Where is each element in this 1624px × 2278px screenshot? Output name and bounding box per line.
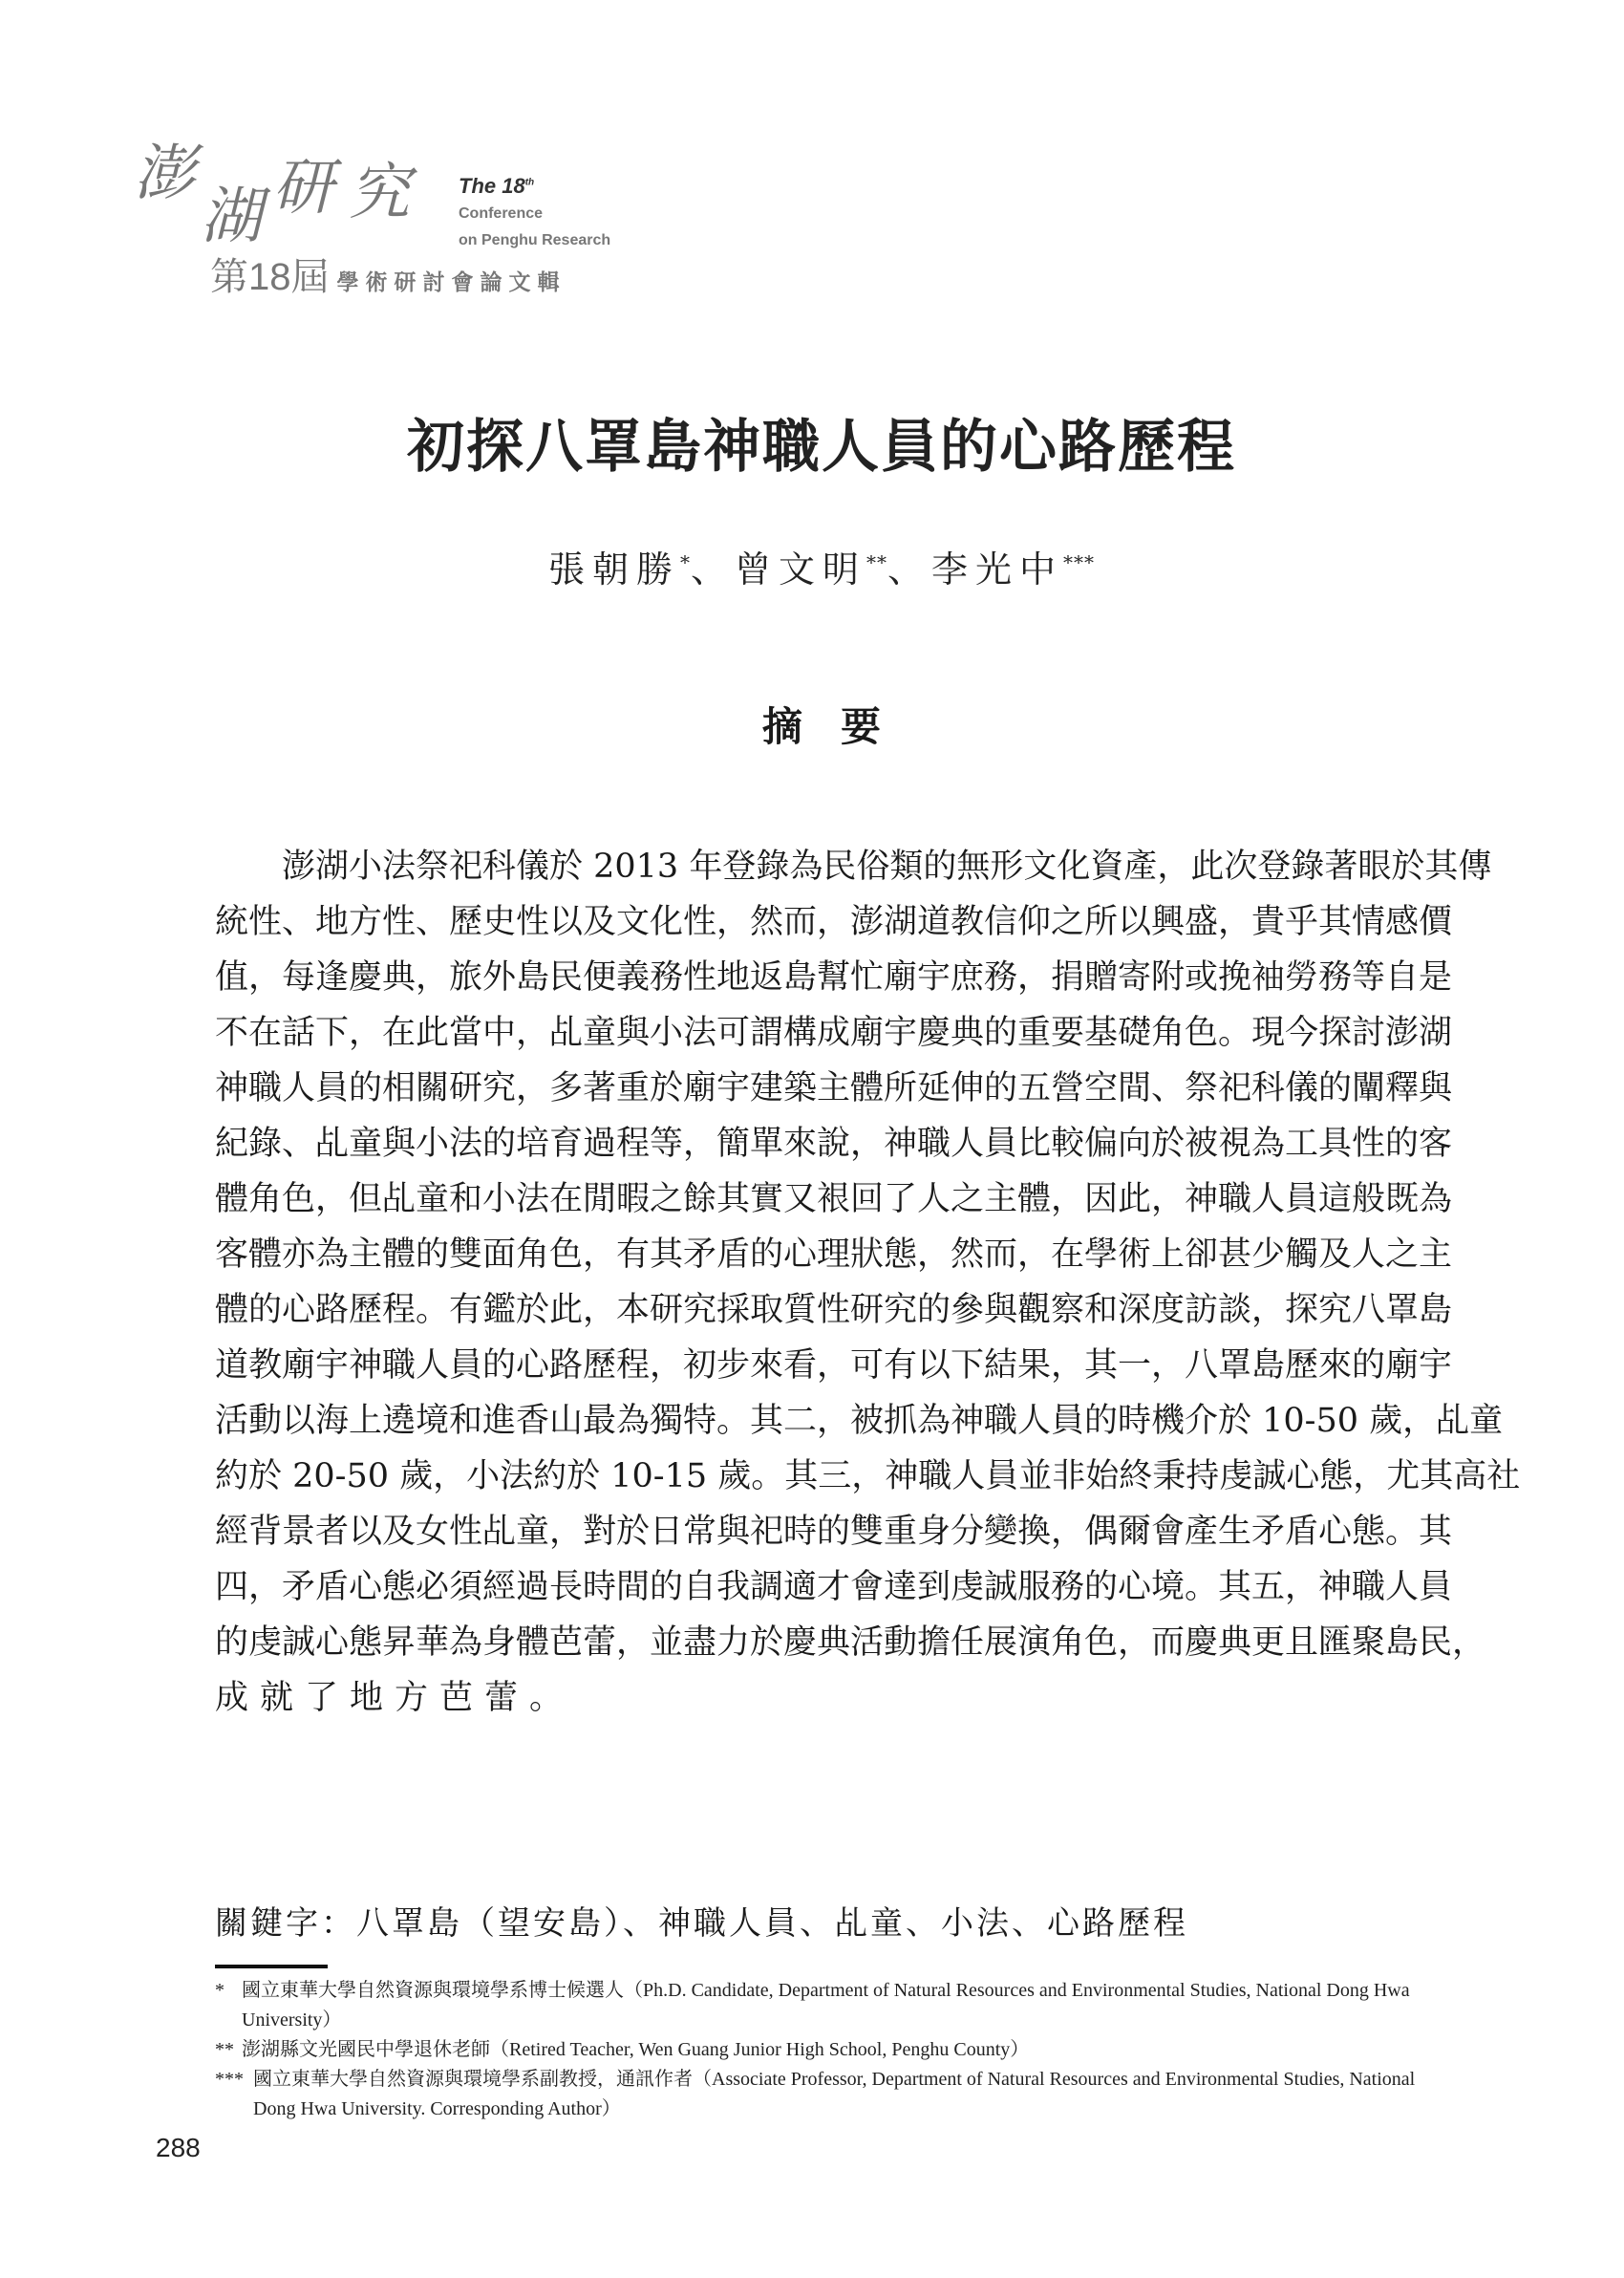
footnote-mark: ** bbox=[215, 2039, 234, 2060]
abstract-line: 四，矛盾心態必須經過長時間的自我調適才會達到虔誠服務的心境。其五，神職人員 bbox=[215, 1568, 1453, 1606]
abstract-line: 經背景者以及女性乩童，對於日常與祀時的雙重身分變換，偶爾會產生矛盾心態。其 bbox=[215, 1513, 1453, 1551]
logo-char: 湖 bbox=[201, 182, 262, 252]
footnote bbox=[215, 2065, 1438, 2124]
abstract-line: 道教廟宇神職人員的心路歷程，初步來看，可有以下結果，其一，八罩島歷來的廟宇 bbox=[215, 1346, 1453, 1385]
edition-label: 第18屆 bbox=[210, 256, 330, 298]
keywords: 關鍵字：八罩島（望安島）、神職人員、乩童、小法、心路歷程 bbox=[215, 1904, 1188, 1943]
author-name: 張朝勝 bbox=[547, 548, 680, 591]
footnote-text: 澎湖縣文光國民中學退休老師（Retired Teacher, Wen Guang Junior High School, Penghu County） bbox=[242, 2039, 1030, 2060]
author-mark: *** bbox=[1063, 550, 1096, 574]
conference-en-line1: The 18 bbox=[459, 174, 525, 198]
logo-char: 澎 bbox=[134, 139, 195, 209]
abstract-line: 體角色，但乩童和小法在閒暇之餘其實又裉回了人之主體，因此，神職人員這般既為 bbox=[215, 1180, 1453, 1218]
footnotes bbox=[215, 1976, 1438, 2124]
abstract-line: 活動以海上遶境和進香山最為獨特。其二，被抓為神職人員的時機介於 10-50 歲，乩童 bbox=[215, 1402, 1504, 1440]
abstract-line: 客體亦為主體的雙面角色，有其矛盾的心理狀態，然而，在學術上卻甚少觸及人之主 bbox=[215, 1236, 1453, 1274]
footnote bbox=[215, 2035, 1438, 2065]
abstract-line: 的虔誠心態昇華為身體芭蕾，並盡力於慶典活動擔任展演角色，而慶典更且匯聚島民， bbox=[215, 1623, 1486, 1662]
footnote-mark: *** bbox=[215, 2069, 244, 2090]
paper-title: 初探八罩島神職人員的心路歷程 bbox=[407, 414, 1236, 481]
author-list bbox=[0, 540, 1624, 592]
page-number: 288 bbox=[156, 2133, 201, 2162]
logo-char: 研 bbox=[272, 153, 333, 224]
footnote bbox=[215, 1976, 1438, 2035]
author-mark: ** bbox=[866, 550, 887, 574]
author-name: 曾文明 bbox=[734, 548, 866, 591]
logo-char: 究 bbox=[349, 158, 410, 228]
abstract-body bbox=[215, 839, 1521, 1726]
author-separator: 、 bbox=[690, 548, 735, 591]
conference-en-title bbox=[459, 174, 534, 199]
abstract-line: 神職人員的相關研究，多著重於廟宇建築主體所延伸的五營空間、祭祀科儀的闡釋與 bbox=[215, 1069, 1453, 1107]
conference-en-line3: on Penghu Research bbox=[459, 232, 611, 248]
author-name: 李光中 bbox=[931, 548, 1064, 591]
abstract-line: 成就了地方芭蕾。 bbox=[215, 1679, 575, 1717]
conference-en-line2: Conference bbox=[459, 205, 544, 222]
abstract-heading: 摘要 bbox=[761, 703, 919, 750]
conference-logo bbox=[134, 124, 630, 296]
footnote-mark: * bbox=[215, 1980, 224, 2001]
abstract-line: 統性、地方性、歷史性以及文化性，然而，澎湖道教信仰之所以興盛，貴乎其情感價 bbox=[215, 903, 1453, 941]
abstract-line: 約於 20-50 歲，小法約於 10-15 歲。其三，神職人員並非始終秉持虔誠心態，尤其高社 bbox=[215, 1457, 1521, 1495]
abstract-line: 紀錄、乩童與小法的培育過程等，簡單來說，神職人員比較偏向於被視為工具性的客 bbox=[215, 1125, 1453, 1163]
conference-en-sup: th bbox=[524, 177, 535, 188]
abstract-line: 值，每逢慶典，旅外島民便義務性地返島幫忙廟宇庶務，捐贈寄附或挽袖勞務等自是 bbox=[215, 958, 1453, 997]
abstract-line: 體的心路歷程。有鑑於此，本研究採取質性研究的參與觀察和深度訪談，探究八罩島 bbox=[215, 1291, 1453, 1329]
conference-zh-subtitle bbox=[210, 247, 566, 301]
abstract-line: 不在話下，在此當中，乩童與小法可謂構成廟宇慶典的重要基礎角色。現今探討澎湖 bbox=[215, 1014, 1453, 1052]
author-mark: * bbox=[679, 550, 691, 574]
footnote-divider bbox=[215, 1965, 328, 1968]
footnote-text: 國立東華大學自然資源與環境學系副教授，通訊作者（Associate Professor, Department of Natural Resources and Environmental Studies, National Dong Hwa University. Corresponding Author） bbox=[253, 2069, 1416, 2119]
footnote-text: 國立東華大學自然資源與環境學系博士候選人（Ph.D. Candidate, Department of Natural Resources and Environmental Studies, National Dong Hwa University） bbox=[242, 1980, 1410, 2031]
author-separator: 、 bbox=[887, 548, 932, 591]
proceedings-label: 學術研討會論文輯 bbox=[336, 269, 566, 294]
abstract-line: 澎湖小法祭祀科儀於 2013 年登錄為民俗類的無形文化資產，此次登錄著眼於其傳 bbox=[282, 848, 1492, 886]
